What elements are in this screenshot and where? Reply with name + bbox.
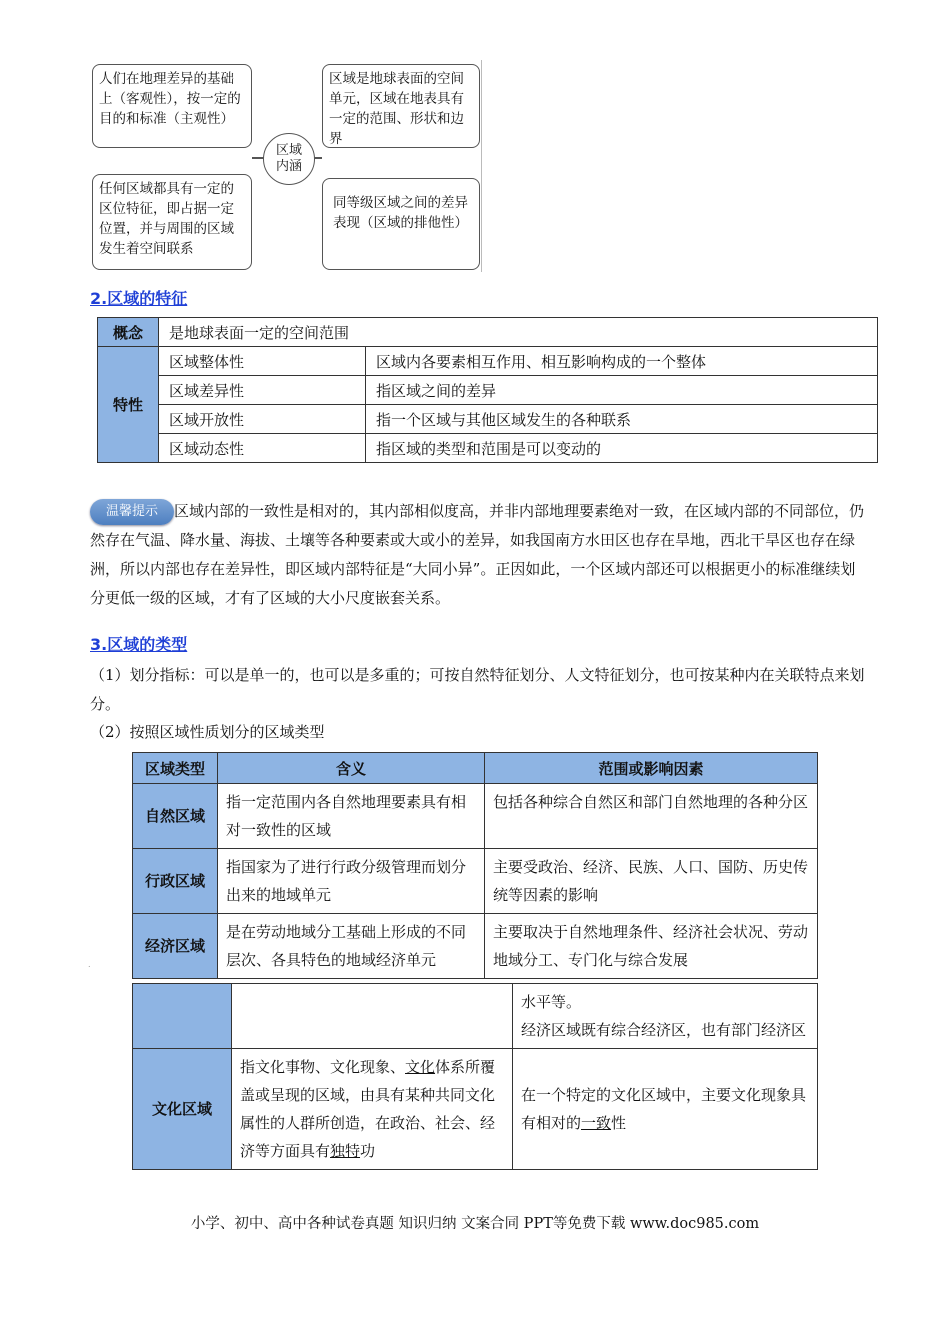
scope-text: 性 bbox=[611, 1114, 627, 1132]
scope-line: 经济区域既有综合经济区，也有部门经济区 bbox=[521, 1021, 807, 1039]
scope-line: 水平等。 bbox=[521, 993, 582, 1011]
type-cell-empty bbox=[133, 984, 232, 1049]
feature-desc: 指区域之间的差异 bbox=[366, 376, 878, 405]
region-type-table bbox=[132, 752, 818, 979]
type-cell: 经济区域 bbox=[133, 914, 218, 979]
table-row bbox=[133, 849, 818, 914]
table-row bbox=[98, 405, 878, 434]
type-cell: 自然区域 bbox=[133, 784, 218, 849]
meaning-cell: 指一定范围内各自然地理要素具有相对一致性的区域 bbox=[218, 784, 485, 849]
section-2-heading: 2.区域的特征 bbox=[90, 289, 188, 308]
meaning-cell bbox=[232, 1049, 513, 1170]
diagram-box-bottom-right: 同等级区域之间的差异表现（区域的排他性） bbox=[322, 178, 480, 270]
meaning-text: 指文化事物、文化现象、 bbox=[240, 1058, 406, 1076]
table-header-row bbox=[133, 753, 818, 784]
paragraph-2: （2）按照区域性质划分的区域类型 bbox=[90, 723, 325, 741]
diagram-center-node bbox=[263, 133, 315, 185]
meaning-underlined: 独特 bbox=[330, 1142, 361, 1160]
scope-underlined: 一致 bbox=[581, 1114, 612, 1132]
feature-name: 区域差异性 bbox=[159, 376, 366, 405]
divider-line bbox=[481, 60, 482, 272]
header-meaning: 含义 bbox=[218, 753, 485, 784]
feature-name: 区域整体性 bbox=[159, 347, 366, 376]
table-row bbox=[133, 984, 818, 1049]
region-type-table-continued bbox=[132, 983, 818, 1170]
table-row bbox=[98, 347, 878, 376]
concept-label: 概念 bbox=[98, 318, 159, 347]
scope-cell bbox=[513, 1049, 818, 1170]
feature-desc: 区域内各要素相互作用、相互影响构成的一个整体 bbox=[366, 347, 878, 376]
table-row bbox=[98, 434, 878, 463]
scope-cell: 包括各种综合自然区和部门自然地理的各种分区 bbox=[485, 784, 818, 849]
meaning-underlined: 文化 bbox=[405, 1058, 436, 1076]
scope-cell: 主要取决于自然地理条件、经济社会状况、劳动地域分工、专门化与综合发展 bbox=[485, 914, 818, 979]
feature-name: 区域开放性 bbox=[159, 405, 366, 434]
header-scope: 范围或影响因素 bbox=[485, 753, 818, 784]
center-label: 区域 内涵 bbox=[275, 143, 302, 174]
meaning-text: 体系所覆盖或呈现的区域，由具有某种共同文化属性的人群所创造，在政治、社会、经济等方面具有 bbox=[240, 1058, 496, 1160]
table-row bbox=[133, 1049, 818, 1170]
scope-text: 在一个特定的文化区域中，主要文化现象具有相对的 bbox=[521, 1086, 807, 1132]
page-break-mark: . bbox=[88, 960, 91, 969]
diagram-box-top-left: 人们在地理差异的基础上（客观性），按一定的目的和标准（主观性） bbox=[92, 64, 252, 148]
table-row bbox=[98, 376, 878, 405]
paragraph-1: （1）划分指标：可以是单一的，也可以是多重的；可按自然特征划分、人文特征划分，也可按某种内在关联特点来划分。 bbox=[90, 666, 865, 713]
diagram-box-bottom-left: 任何区域都具有一定的区位特征，即占据一定位置，并与周围的区域发生着空间联系 bbox=[92, 174, 252, 270]
meaning-cell: 指国家为了进行行政分级管理而划分出来的地域单元 bbox=[218, 849, 485, 914]
meaning-cell-empty bbox=[232, 984, 513, 1049]
header-type: 区域类型 bbox=[133, 753, 218, 784]
diagram-box-top-right: 区域是地球表面的空间单元，区域在地表具有一定的范围、形状和边界 bbox=[322, 64, 480, 148]
feature-desc: 指区域的类型和范围是可以变动的 bbox=[366, 434, 878, 463]
feature-name: 区域动态性 bbox=[159, 434, 366, 463]
meaning-cell: 是在劳动地域分工基础上形成的不同层次、各具特色的地域经济单元 bbox=[218, 914, 485, 979]
table-row bbox=[133, 914, 818, 979]
scope-cell: 主要受政治、经济、民族、人口、国防、历史传统等因素的影响 bbox=[485, 849, 818, 914]
feature-label: 特性 bbox=[98, 347, 159, 463]
tip-paragraph bbox=[90, 497, 870, 613]
feature-desc: 指一个区域与其他区域发生的各种联系 bbox=[366, 405, 878, 434]
type-cell: 行政区域 bbox=[133, 849, 218, 914]
table-row bbox=[133, 784, 818, 849]
region-feature-table bbox=[97, 317, 878, 463]
section-3-heading: 3.区域的类型 bbox=[90, 635, 188, 654]
page-footer: 小学、初中、高中各种试卷真题 知识归纳 文案合同 PPT等免费下载 www.doc985.com bbox=[190, 1216, 760, 1232]
table-row bbox=[98, 318, 878, 347]
region-connotation-diagram bbox=[88, 58, 484, 274]
scope-cell bbox=[513, 984, 818, 1049]
concept-value: 是地球表面一定的空间范围 bbox=[159, 318, 878, 347]
tip-badge: 温馨提示 bbox=[90, 499, 174, 525]
tip-text: 区域内部的一致性是相对的，其内部相似度高，并非内部地理要素绝对一致，在区域内部的不同部位，仍然存在气温、降水量、海拔、土壤等各种要素或大或小的差异，如我国南方水田区也存在旱地，西北干旱区也存在绿洲，所以内部也存在差异性，即区域内部特征是“大同小异”。正因如此，一个区域内部还可以根据更小的标准继续划分更低一级的区域，才有了区域的大小尺度嵌套关系。 bbox=[90, 502, 865, 607]
type-cell: 文化区域 bbox=[133, 1049, 232, 1170]
meaning-text: 功 bbox=[360, 1142, 376, 1160]
